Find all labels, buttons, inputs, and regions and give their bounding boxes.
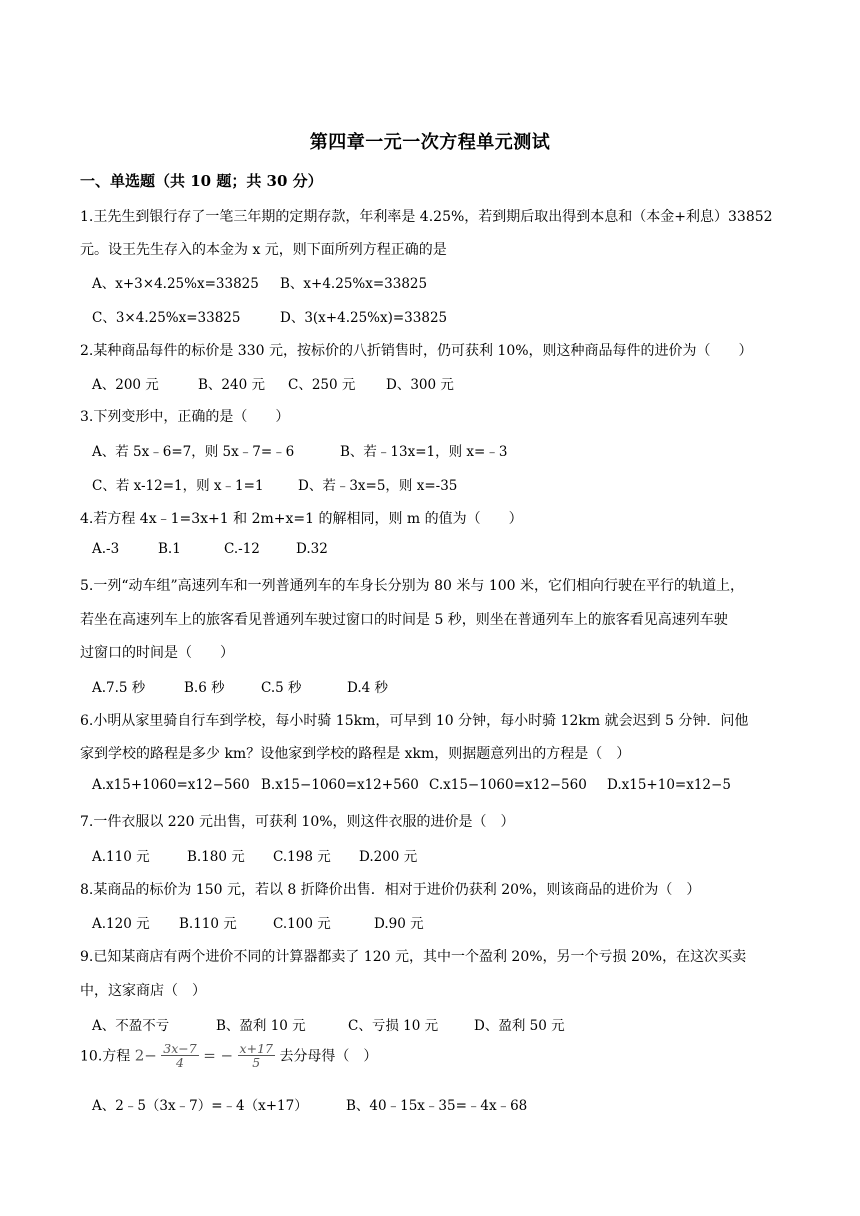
- fraction-2-denominator: 5: [252, 1055, 261, 1070]
- question-5-line-1: 5.一列“动车组”高速列车和一列普通列车的车身长分别为 80 米与 100 米，它们相向行驶在平行的轨道上，: [80, 578, 745, 594]
- question-5-options: [92, 676, 388, 696]
- question-7-options: [92, 845, 417, 865]
- option-b: B.x15−1060=x12+560: [261, 777, 419, 793]
- question-1-line-1: 1.王先生到银行存了一笔三年期的定期存款，年利率是 4.25%，若到期后取出得到本息和（本金+利息）33852: [80, 209, 773, 225]
- question-9-line-2: 中，这家商店（ ）: [80, 983, 206, 999]
- option-d: D、盈利 50 元: [474, 1018, 565, 1034]
- question-6-line-2: 家到学校的路程是多少 km？设他家到学校的路程是 xkm，则据题意列出的方程是（ ）: [80, 746, 631, 762]
- option-d: D.200 元: [359, 849, 418, 865]
- question-6-line-1: 6.小明从家里骑自行车到学校，每小时骑 15km，可早到 10 分钟，每小时骑 12km 就会迟到 5 分钟．问他: [80, 713, 749, 729]
- equation-middle: = −: [203, 1046, 234, 1065]
- option-b: B、若﹣13x=1，则 x=﹣3: [340, 444, 508, 460]
- fraction-2: [238, 1042, 275, 1069]
- option-d: D.x15+10=x12−5: [607, 777, 731, 793]
- fraction-1-numerator: 3x−7: [163, 1041, 197, 1056]
- option-b: B.1: [158, 541, 181, 557]
- fraction-2-numerator: x+17: [239, 1041, 273, 1056]
- section-heading: 一、单选题（共 10 题；共 30 分）: [80, 172, 323, 190]
- option-a: A.7.5 秒: [92, 680, 146, 696]
- option-c: C.100 元: [273, 916, 331, 932]
- question-10-prefix: 10.方程: [80, 1048, 131, 1065]
- fraction-1: [161, 1042, 198, 1069]
- page-title: 第四章一元一次方程单元测试: [309, 132, 551, 153]
- option-c: C.x15−1060=x12−560: [429, 777, 587, 793]
- option-d: D、若﹣3x=5，则 x=-35: [298, 478, 458, 494]
- option-d: D、300 元: [386, 377, 454, 393]
- equation-left: 2−: [134, 1046, 157, 1065]
- question-7-line-1: 7.一件衣服以 220 元出售，可获利 10%，则这件衣服的进价是（ ）: [80, 814, 515, 830]
- question-3-options-row-1: [92, 440, 507, 460]
- option-b: B.6 秒: [184, 680, 225, 696]
- question-1-options-row-2: [92, 306, 447, 326]
- question-1-line-2: 元。设王先生存入的本金为 x 元，则下面所列方程正确的是: [80, 242, 447, 258]
- option-c: C、亏损 10 元: [348, 1018, 439, 1034]
- option-d: D.90 元: [374, 916, 424, 932]
- option-c: C、若 x-12=1，则 x﹣1=1: [92, 478, 264, 494]
- option-a: A.-3: [92, 541, 120, 557]
- question-10-suffix: 去分母得（ ）: [279, 1048, 378, 1065]
- option-b: B.110 元: [179, 916, 237, 932]
- question-1-options-row-1: [92, 272, 427, 292]
- option-a: A.x15+1060=x12−560: [92, 777, 250, 793]
- option-b: B、240 元: [198, 377, 265, 393]
- option-a: A、不盈不亏: [92, 1018, 170, 1034]
- option-c: C、250 元: [288, 377, 356, 393]
- fraction-1-denominator: 4: [176, 1055, 184, 1070]
- option-a: A.120 元: [92, 916, 150, 932]
- option-c: C.5 秒: [261, 680, 302, 696]
- option-a: A、2﹣5（3x﹣7）=﹣4（x+17）: [92, 1098, 308, 1114]
- option-d: D.4 秒: [347, 680, 389, 696]
- question-2-options: [92, 373, 454, 393]
- option-a: A、x+3×4.25%x=33825: [92, 276, 259, 292]
- option-d: D、3(x+4.25%x)=33825: [280, 310, 448, 326]
- option-c: C.198 元: [273, 849, 331, 865]
- option-b: B、盈利 10 元: [216, 1018, 306, 1034]
- question-4-options: [92, 541, 328, 557]
- option-c: C.-12: [224, 541, 260, 557]
- option-a: A.110 元: [92, 849, 150, 865]
- question-8-options: [92, 912, 424, 932]
- question-5-line-2: 若坐在高速列车上的旅客看见普通列车驶过窗口的时间是 5 秒，则坐在普通列车上的旅客看见高速列车驶: [80, 612, 728, 628]
- question-8-line-1: 8.某商品的标价为 150 元，若以 8 折降价出售．相对于进价仍获利 20%，则该商品的进价为（ ）: [80, 882, 701, 898]
- option-b: B.180 元: [187, 849, 245, 865]
- question-2-line-1: 2.某种商品每件的标价是 330 元，按标价的八折销售时，仍可获利 10%，则这种商品每件的进价为（ ）: [80, 343, 753, 359]
- question-3-options-row-2: [92, 474, 457, 494]
- question-4-line-1: 4.若方程 4x﹣1=3x+1 和 2m+x=1 的解相同，则 m 的值为（ ）: [80, 511, 523, 527]
- question-9-line-1: 9.已知某商店有两个进价不同的计算器都卖了 120 元，其中一个盈利 20%，另一个亏损 20%，在这次买卖: [80, 949, 747, 965]
- question-10-line-1: [80, 1042, 377, 1069]
- option-d: D.32: [296, 541, 328, 557]
- option-a: A、若 5x﹣6=7，则 5x﹣7=﹣6: [92, 444, 295, 460]
- question-6-options: [92, 777, 731, 793]
- question-3-line-1: 3.下列变形中，正确的是（ ）: [80, 409, 290, 425]
- option-b: B、40﹣15x﹣35=﹣4x﹣68: [346, 1098, 528, 1114]
- option-a: A、200 元: [92, 377, 159, 393]
- option-c: C、3×4.25%x=33825: [92, 310, 241, 326]
- question-9-options: [92, 1014, 565, 1034]
- option-b: B、x+4.25%x=33825: [280, 276, 428, 292]
- question-10-options: [92, 1094, 527, 1114]
- question-5-line-3: 过窗口的时间是（ ）: [80, 645, 234, 661]
